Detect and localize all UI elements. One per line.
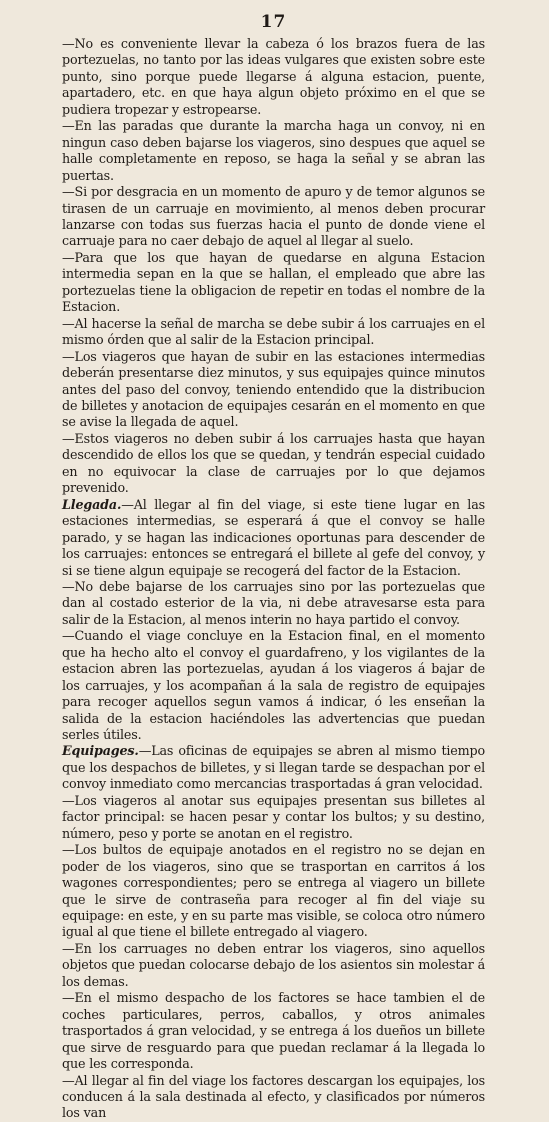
paragraph-text: —En los carruages no deben entrar los viageros, sino aquellos objetos que puedan colocarse debajo de los asientos sin molestar á los demas. [62, 940, 485, 989]
paragraph [62, 793, 485, 842]
paragraph-text: —Los viageros al anotar sus equipajes presentan sus billetes al factor principal: se hacen pesar y contar los bultos; y su destino, número, peso y porte se anotan en el registro. [62, 792, 485, 841]
paragraph-text: —Estos viageros no deben subir á los carruajes hasta que hayan descendido de ellos los que se quedan, y tendrán especial cuidado en no equivocar la clase de carruajes por lo que dejamos prevenido. [62, 430, 485, 496]
paragraph [62, 842, 485, 941]
paragraph [62, 36, 485, 118]
paragraph [62, 941, 485, 990]
paragraph-text: —Si por desgracia en un momento de apuro y de temor algunos se tirasen de un carruaje en movimiento, al menos deben procurar lanzarse con todas sus fuerzas hacia el punto de donde viene el carruaje para no caer debajo de aquel al llegar al suelo. [62, 184, 485, 249]
paragraph-text: —No debe bajarse de los carruajes sino por las portezuelas que dan al costado esterior de la via, ni debe atravesarse esta para salir de la Estacion, al menos interin no haya partido el convoy. [62, 578, 485, 627]
paragraph-text: —En las paradas que durante la marcha haga un convoy, ni en ningun caso deben bajarse los viageros, sino despues que aquel se halle completamente en reposo, se haga la señal y se abran las puertas. [62, 118, 485, 183]
paragraph [62, 990, 485, 1072]
paragraph [62, 118, 485, 184]
paragraph [62, 349, 485, 431]
body-text [62, 36, 485, 1122]
paragraph-text: —Para que los que hayan de quedarse en alguna Estacion intermedia sepan en la que se hallan, el empleado que abre las portezuelas tiene la obligacion de repetir en todas el nombre de la Estacion. [62, 249, 485, 315]
paragraph-text: —No es conveniente llevar la cabeza ó los brazos fuera de las portezuelas, no tanto por las ideas vulgares que existen sobre este punto, sino porque puede llegarse á alguna estacion, puente, apartadero, etc. en que haya algun objeto próximo en el que se pudiera tropezar y estropearse. [62, 36, 485, 117]
paragraph [62, 579, 485, 628]
page-number: 17 [260, 12, 287, 32]
paragraph-text: —En el mismo despacho de los factores se hace tambien el de coches particulares, perros, caballos, y otros animales trasportados á gran velocidad, y se entrega á los dueños un billete que sirve de resguardo para que puedan reclamar á la llegada lo que les corresponda. [62, 990, 485, 1072]
paragraph [62, 743, 485, 792]
paragraph-text: —Al llegar al fin del viage, si este tiene lugar en las estaciones intermedias, se esperará á que el convoy se halle parado, y se hagan las indicaciones oportunas para descender de los carruajes: entonces se entregará el billete al gefe del convoy, y si se tiene algun equipaje se recogerá del factor de la Estacion. [62, 496, 485, 578]
section-heading: Llegada. [62, 496, 122, 512]
paragraph [62, 497, 485, 579]
section-heading: Equipages. [62, 743, 139, 759]
paragraph-text: —Al llegar al fin del viage los factores descargan los equipajes, los conducen á la sala destinada al efecto, y clasificados por números los van [62, 1072, 485, 1121]
paragraph [62, 431, 485, 497]
paragraph-text: —Las oficinas de equipajes se abren al mismo tiempo que los despachos de billetes, y si llegan tarde se despachan por el convoy inmediato como mercancias trasportadas á gran velocidad. [62, 743, 485, 792]
paragraph [62, 250, 485, 316]
paragraph [62, 184, 485, 250]
paragraph [62, 1073, 485, 1122]
paragraph-text: —Cuando el viage concluye en la Estacion final, en el momento que ha hecho alto el convoy el guardafreno, y los vigilantes de la estacion abren las portezuelas, ayudan á los viageros á bajar de los carruajes, y los acompañan á la sala de registro de equipajes para recoger aquellos segun vamos á indicar, ó les enseñan la salida de la estacion haciéndoles las advertencias que puedan serles útiles. [62, 628, 485, 743]
paragraph [62, 316, 485, 349]
paragraph-text: —Los bultos de equipaje anotados en el registro no se dejan en poder de los viageros, sino que se trasportan en carritos á los wagones correspondientes; pero se entrega al viagero un billete que le sirve de contraseña para recoger al fin del viaje su equipage: en este, y en su parte mas visible, se coloca otro número igual al que tiene el billete entregado al viagero. [62, 842, 485, 940]
paragraph-text: —Los viageros que hayan de subir en las estaciones intermedias deberán presentarse diez minutos, y sus equipajes quince minutos antes del paso del convoy, teniendo entendido que la distribucion de billetes y anotacion de equipajes cesarán en el momento en que se avise la llegada de aquel. [62, 348, 485, 430]
paragraph [62, 628, 485, 743]
paragraph-text: —Al hacerse la señal de marcha se debe subir á los carruajes en el mismo órden que al salir de la Estacion principal. [62, 315, 485, 348]
